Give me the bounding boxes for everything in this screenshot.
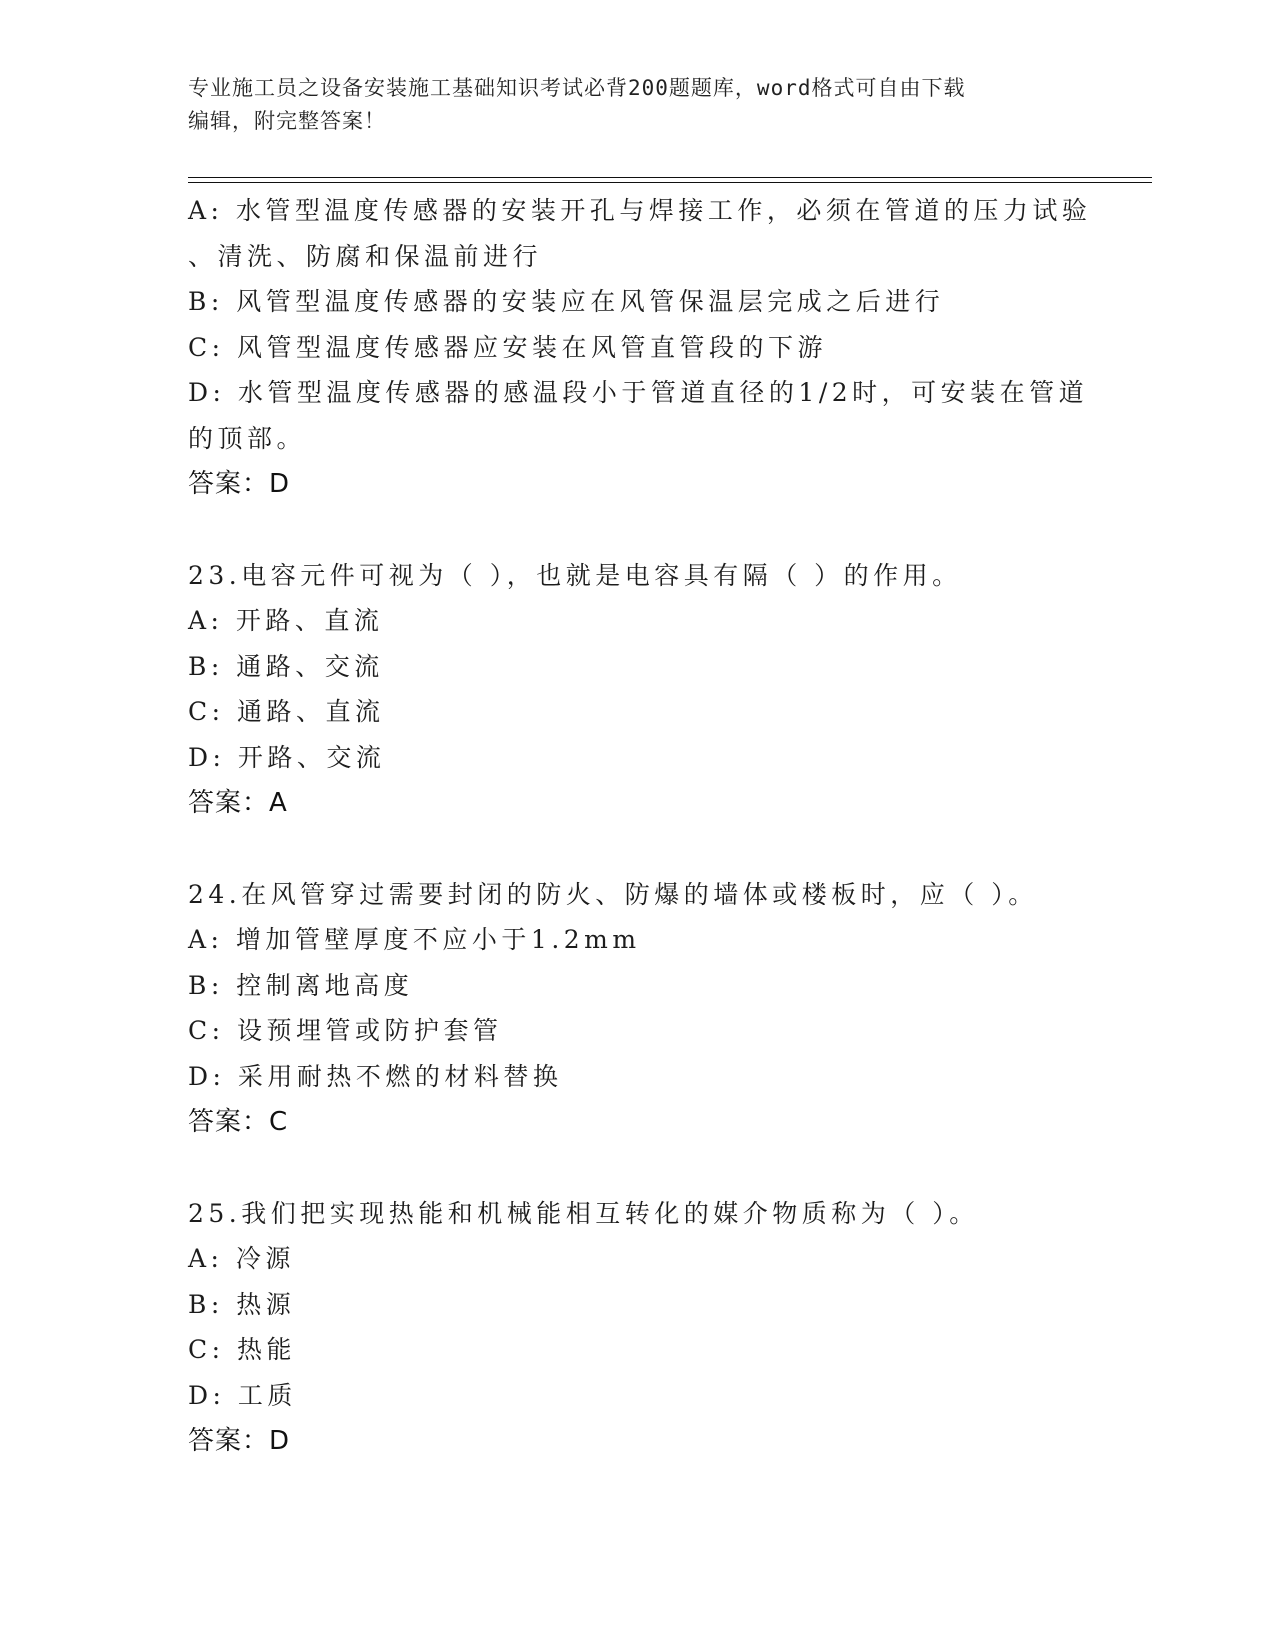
question-gap (188, 1145, 1128, 1191)
question-gap (188, 507, 1128, 553)
question-text: 23.电容元件可视为（ ），也就是电容具有隔（ ）的作用。 (188, 560, 962, 590)
question-text: 25.我们把实现热能和机械能相互转化的媒介物质称为（ ）。 (188, 1198, 979, 1228)
option-a-line2: 、清洗、防腐和保温前进行 (188, 241, 543, 271)
header-divider-top (188, 177, 1152, 178)
answer-label: 答案：D (188, 469, 291, 499)
option-a-line1: A: 水管型温度传感器的安装开孔与焊接工作，必须在管道的压力试验 (188, 196, 1092, 225)
question-block-24 (188, 872, 1128, 1146)
option-d: D: 工质 (188, 1380, 297, 1410)
question-text: 24.在风管穿过需要封闭的防火、防爆的墙体或楼板时，应（ ）。 (188, 879, 1038, 909)
answer-label: 答案：A (188, 788, 288, 818)
option-b: B: 热源 (188, 1289, 296, 1319)
option-b: B: 风管型温度传感器的安装应在风管保温层完成之后进行 (188, 287, 945, 316)
question-block-22 (188, 188, 1128, 507)
question-gap (188, 826, 1128, 872)
header-title-line1: 专业施工员之设备安装施工基础知识考试必背200题题库，word格式可自由下载 (188, 76, 966, 100)
option-c: C: 热能 (188, 1335, 296, 1364)
header-title-line2: 编辑，附完整答案！ (188, 109, 386, 133)
header-divider-bottom (188, 182, 1152, 183)
question-list (188, 188, 1128, 1464)
option-d: D: 开路、交流 (188, 742, 386, 772)
option-a: A: 增加管壁厚度不应小于1.2mm (188, 925, 641, 954)
option-b: B: 通路、交流 (188, 651, 384, 681)
option-a: A: 开路、直流 (188, 606, 384, 635)
document-header (188, 72, 1068, 138)
option-d-line1: D: 水管型温度传感器的感温段小于管道直径的1/2时，可安装在管道 (188, 378, 1089, 407)
option-c: C: 风管型温度传感器应安装在风管直管段的下游 (188, 332, 827, 362)
option-d-line2: 的顶部。 (188, 423, 307, 453)
question-block-25 (188, 1191, 1128, 1465)
option-c: C: 通路、直流 (188, 697, 385, 726)
option-d: D: 采用耐热不燃的材料替换 (188, 1061, 563, 1091)
option-c: C: 设预埋管或防护套管 (188, 1016, 503, 1045)
option-b: B: 控制离地高度 (188, 970, 414, 1000)
option-a: A: 冷源 (188, 1244, 295, 1273)
question-block-23 (188, 553, 1128, 827)
answer-label: 答案：C (188, 1107, 289, 1137)
answer-label: 答案：D (188, 1426, 291, 1456)
